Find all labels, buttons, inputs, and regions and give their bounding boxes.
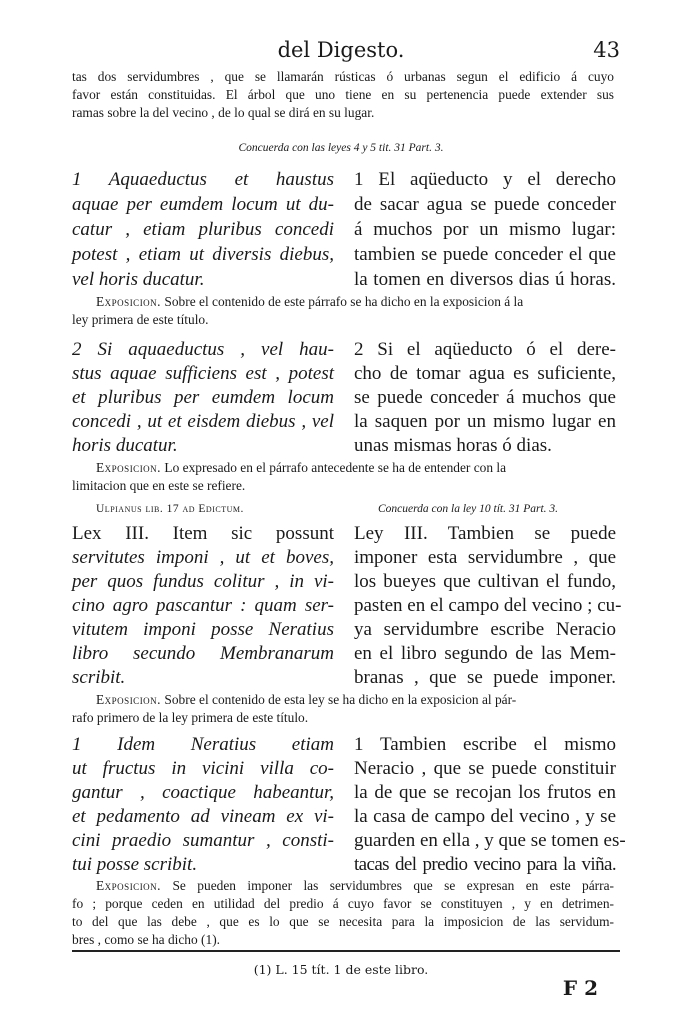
exposition-first-line	[96, 293, 523, 310]
running-title: del Digesto.	[277, 38, 405, 62]
spanish-line: los bueyes que cultivan el fundo,	[354, 571, 616, 592]
concordance-note: Concuerda con las leyes 4 y 5 tit. 31 Part. 3.	[238, 142, 444, 154]
spanish-line: la tomen en diversos dias ú horas.	[354, 269, 616, 290]
spanish-line: guarden en ella , y que se tomen es-	[354, 830, 626, 851]
spanish-line: se puede conceder á muchos que	[354, 387, 616, 408]
exposition-label: Exposicion.	[96, 692, 162, 707]
latin-line: vitutem imponi posse Neratius	[72, 619, 334, 640]
exposition-label: Exposicion.	[96, 294, 162, 309]
intro-line: favor están constituidas. El árbol que uno tiene en su pertenencia puede extender sus	[72, 87, 614, 102]
spanish-line: unas mismas horas ó dias.	[354, 435, 552, 456]
latin-line: cino agro pascantur : quam ser-	[72, 595, 334, 616]
spanish-line: branas , que se puede imponer.	[354, 667, 616, 688]
page-number: 43	[593, 38, 620, 62]
exposition-line: ley primera de este título.	[72, 312, 209, 327]
exposition-first-line	[96, 691, 516, 708]
signature-mark: F 2	[562, 976, 598, 1000]
spanish-line: ya servidumbre escribe Neracio	[354, 619, 616, 640]
spanish-line: en el libro segundo de las Mem-	[354, 643, 616, 664]
latin-line: ut fructus in vicini villa co-	[72, 758, 334, 779]
source-citation-text: Ulpianus lib. 17 ad Edictum.	[96, 503, 244, 515]
exposition-text: Se pueden imponer las servidumbres que se expresan en este párra-	[172, 878, 614, 893]
latin-line: Lex III. Item sic possunt	[72, 523, 334, 544]
spanish-line: tambien se puede conceder el que	[354, 244, 616, 265]
source-citation	[96, 503, 244, 515]
latin-line: et pluribus per eumdem locum	[72, 387, 334, 408]
spanish-line: Ley III. Tambien se puede	[354, 523, 616, 544]
latin-line: servitutes imponi , ut et boves,	[72, 547, 334, 568]
latin-line: 2 Si aquaeductus , vel hau-	[72, 339, 334, 360]
exposition-first-line	[96, 459, 506, 476]
spanish-line: pasten en el campo del vecino ; cu-	[354, 595, 622, 616]
spanish-line: 1 El aqüeducto y el derecho	[354, 169, 616, 190]
footnote: (1) L. 15 tít. 1 de este libro.	[253, 962, 429, 977]
spanish-line: 1 Tambien escribe el mismo	[354, 734, 616, 755]
latin-line: horis ducatur.	[72, 435, 178, 456]
spanish-line: la de que se recojan los frutos en	[354, 782, 616, 803]
exposition-text: Sobre el contenido de este párrafo se ha dicho en la exposicion á la	[164, 294, 524, 309]
spanish-line: cho de tomar agua es suficiente,	[354, 363, 616, 384]
spanish-line: de sacar agua se puede conceder	[354, 194, 616, 215]
latin-line: gantur , coactique habeantur,	[72, 782, 334, 803]
spanish-line: la casa de campo del vecino , y se	[354, 806, 616, 827]
latin-line: cini praedio sumantur , consti-	[72, 830, 334, 851]
latin-line: concedi , ut et eisdem diebus , vel	[72, 411, 334, 432]
exposition-line: rafo primero de la ley primera de este título.	[72, 710, 309, 725]
exposition-label: Exposicion.	[96, 460, 162, 475]
spanish-line: á muchos por un mismo lugar:	[354, 219, 616, 240]
footnote-rule	[72, 950, 620, 952]
concordance-note: Concuerda con la ley 10 tít. 31 Part. 3.	[378, 503, 559, 515]
exposition-label: Exposicion.	[96, 878, 162, 893]
latin-line: stus aquae sufficiens est , potest	[72, 363, 334, 384]
latin-line: scribit.	[72, 667, 126, 688]
latin-line: et pedamento ad vineam ex vi-	[72, 806, 334, 827]
exposition-first-line	[96, 877, 614, 894]
intro-line: ramas sobre la del vecino , de lo qual se dirá en su lugar.	[72, 105, 375, 120]
exposition-line: bres , como se ha dicho (1).	[72, 932, 220, 947]
spanish-line: 2 Si el aqüeducto ó el dere-	[354, 339, 616, 360]
latin-line: 1 Idem Neratius etiam	[72, 734, 334, 755]
spanish-line: tacas del predio vecino para la viña.	[354, 854, 616, 875]
exposition-text: Sobre el contenido de esta ley se ha dicho en la exposicion al pár-	[164, 692, 517, 707]
spanish-line: la saquen por un mismo lugar en	[354, 411, 616, 432]
exposition-line: fo ; porque ceden en utilidad del predio á cuyo favor se constituyen , y en detrimen-	[72, 896, 614, 911]
spanish-line: Neracio , que se puede constituir	[354, 758, 616, 779]
latin-line: per quos fundus colitur , in vi-	[72, 571, 334, 592]
latin-line: potest , etiam ut diversis diebus,	[72, 244, 334, 265]
spanish-line: imponer esta servidumbre , que	[354, 547, 616, 568]
latin-line: catur , etiam pluribus concedi	[72, 219, 334, 240]
latin-line: libro secundo Membranarum	[72, 643, 334, 664]
latin-line: vel horis ducatur.	[72, 269, 205, 290]
intro-line: tas dos servidumbres , que se llamarán rústicas ó urbanas segun el edificio á cuyo	[72, 69, 614, 84]
latin-line: 1 Aquaeductus et haustus	[72, 169, 334, 190]
latin-line: tui posse scribit.	[72, 854, 198, 875]
latin-line: aquae per eumdem locum ut du-	[72, 194, 334, 215]
exposition-line: limitacion que en este se refiere.	[72, 478, 246, 493]
exposition-line: to del que las debe , que es lo que se necesita para la imposicion de las servidum-	[72, 914, 614, 929]
exposition-text: Lo expresado en el párrafo antecedente se ha de entender con la	[164, 460, 507, 475]
